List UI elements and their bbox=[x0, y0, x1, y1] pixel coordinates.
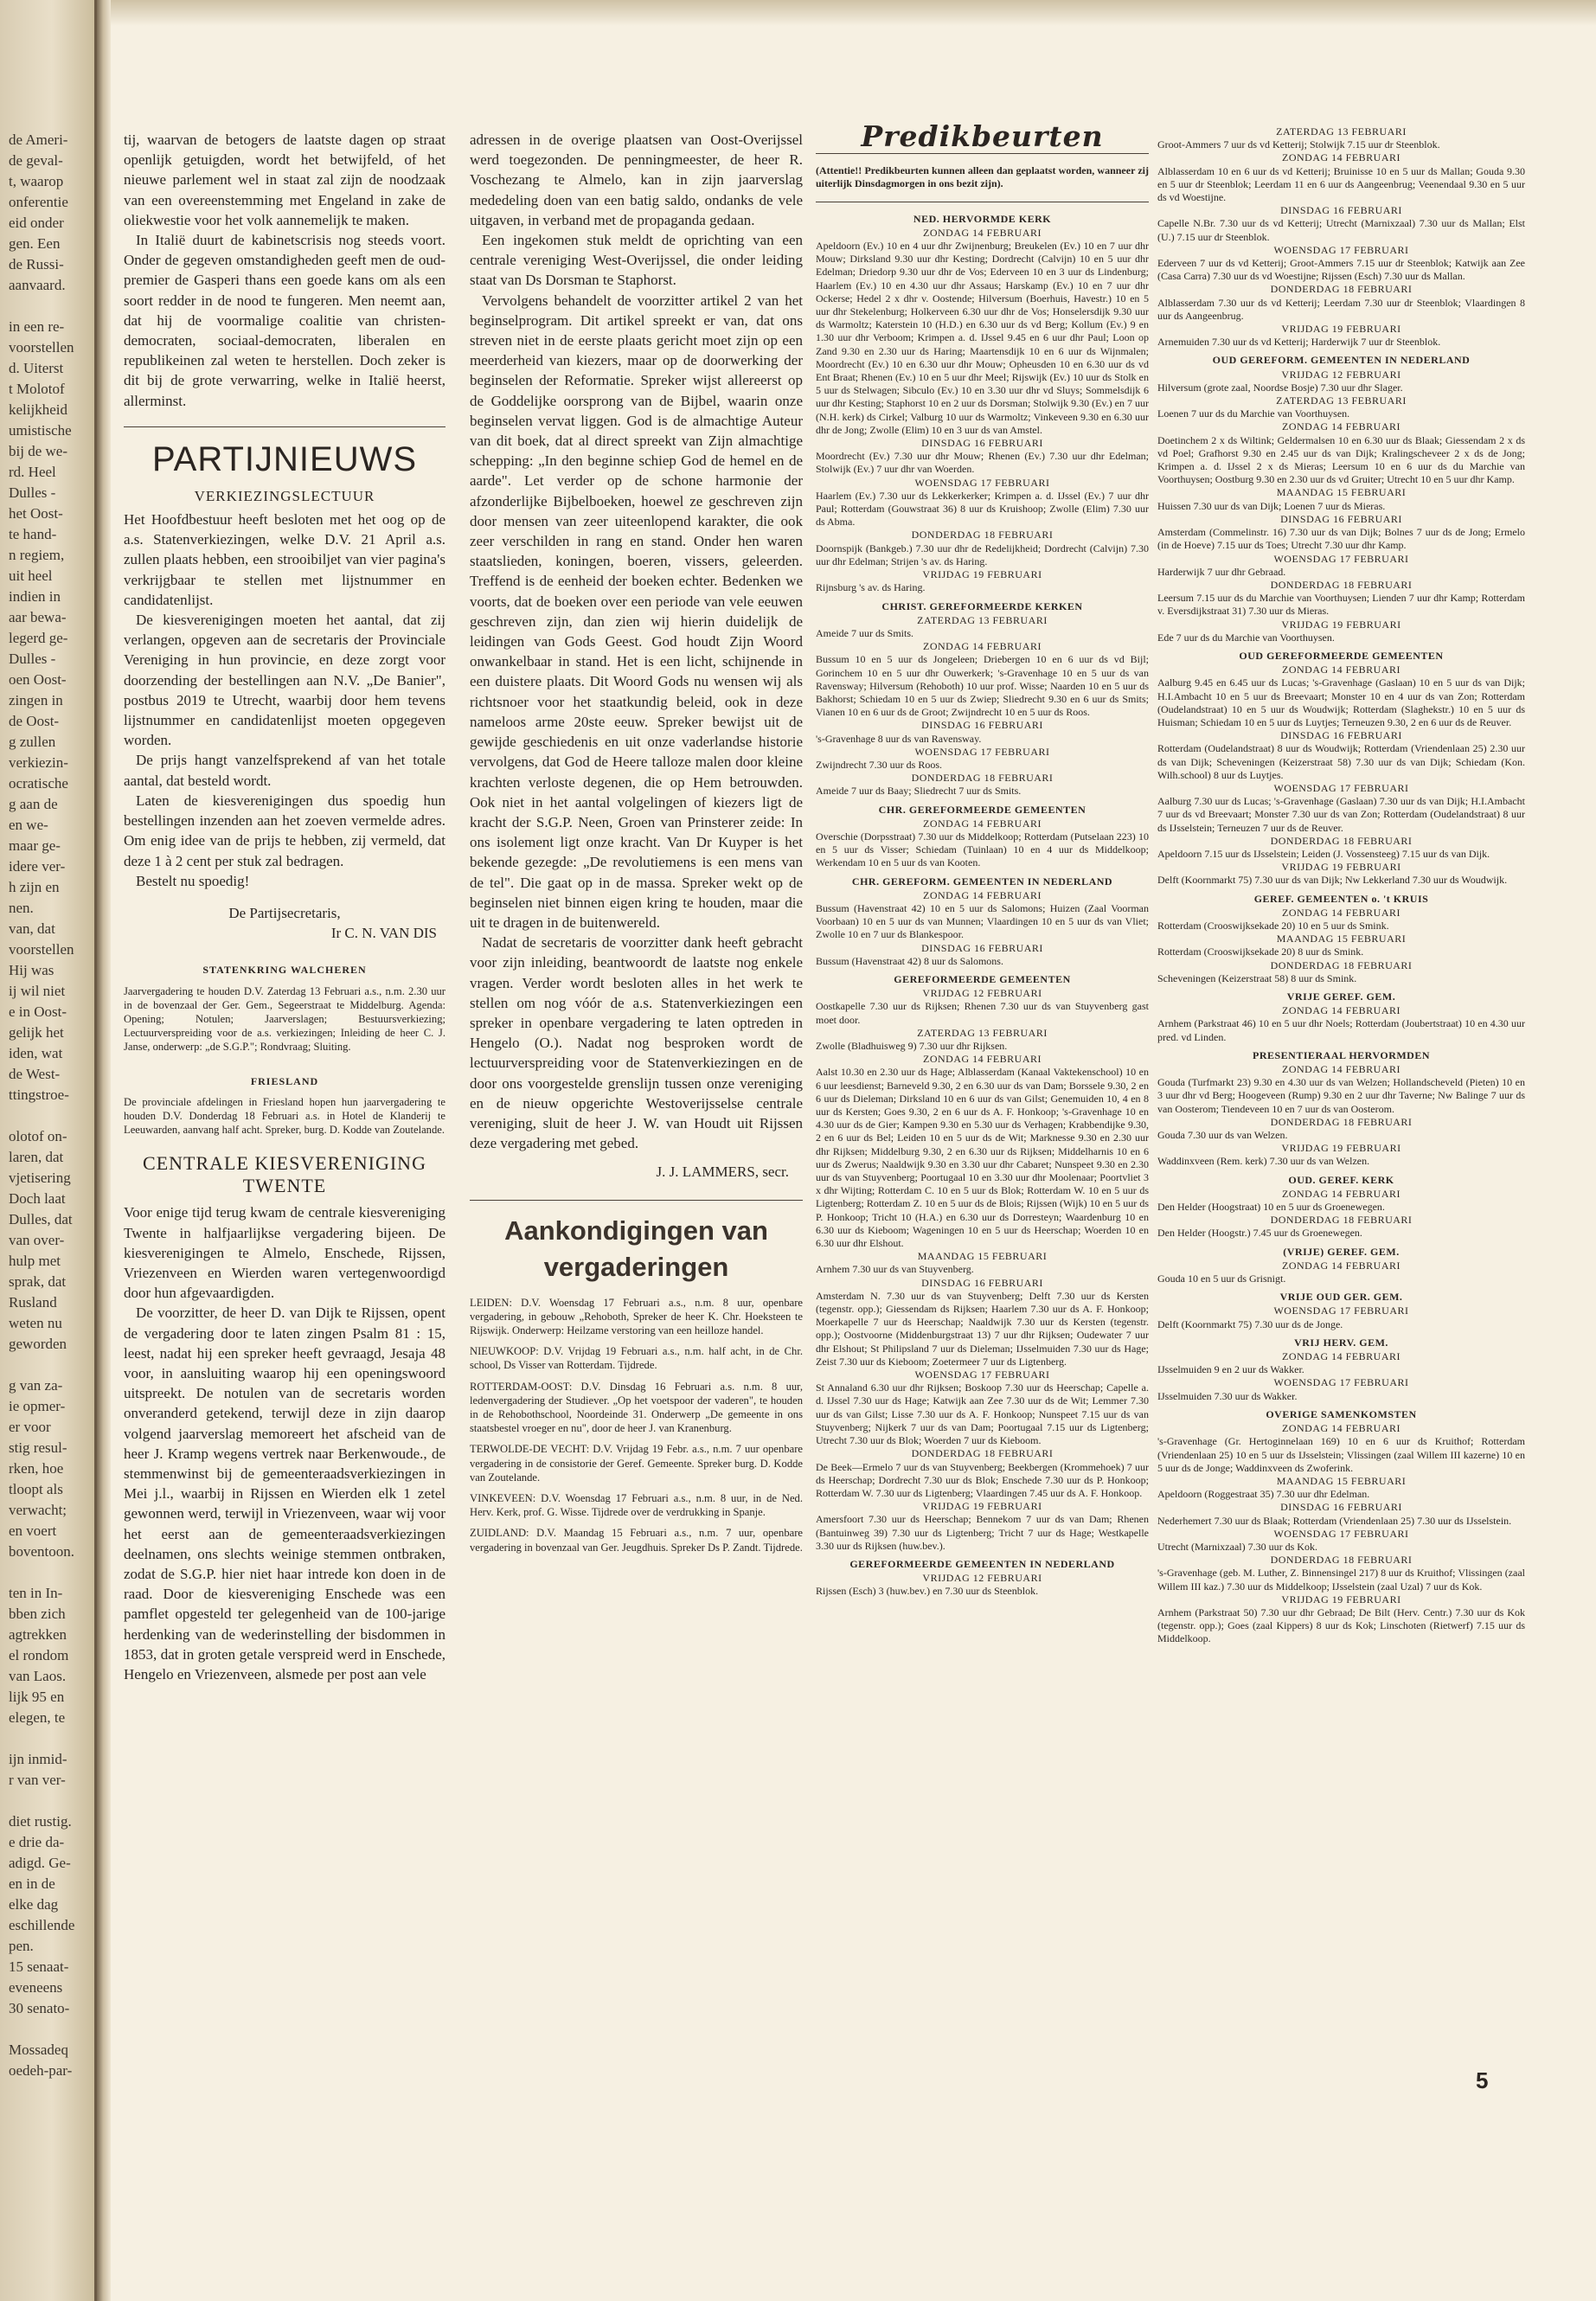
service-listing: Doornspijk (Bankgeb.) 7.30 uur dhr de Redelijkheid; Dordrecht (Calvijn) 7.30 uur dhr Edelman; Strijen 's av. ds Haring. bbox=[816, 542, 1149, 567]
fragment-line: e drie da- bbox=[9, 1834, 65, 1850]
fragment-line bbox=[9, 1791, 93, 1811]
facing-page-fragments bbox=[0, 0, 94, 2081]
day-heading: MAANDAG 15 FEBRUARI bbox=[1276, 1474, 1407, 1487]
service-listing: St Annaland 6.30 uur dhr Rijksen; Boskoop 7.30 uur ds Heerschap; Capelle a. d. IJssel 7.30 uur ds Hage; Katwijk aan Zee 7.30 uur ds de Wit; Lemmer 7.30 uur ds van Gilst; Lisse 7.30 uur ds A. F. Honkoop; Nunspeet 7.15 uur ds van Stuyvenberg; Nijkerk 7 uur ds van Dam; Poortugaal 7.15 uur ds Ligtenberg; Utrecht 7.30 uur ds Blok; Woerden 7 uur ds Kieboom. bbox=[816, 1381, 1149, 1447]
fragment-line: nen. bbox=[9, 900, 34, 916]
fragment-line: vjetisering bbox=[9, 1170, 71, 1186]
service-listing: Gouda 7.30 uur ds van Welzen. bbox=[1157, 1129, 1288, 1142]
fragment-line: eveneens bbox=[9, 1979, 63, 1996]
signature-name: Ir C. N. VAN DIS bbox=[330, 925, 437, 942]
fragment-line: laren, dat bbox=[9, 1149, 64, 1165]
fragment-line: ten in In- bbox=[9, 1585, 63, 1601]
service-listing: Aalst 10.30 en 2.30 uur ds Hage; Alblasserdam (Kanaal Vaktekenschool) 10 en 6 uur leesdienst; Barneveld 9.30, 2 en 6.30 uur ds van Dam; Borssele 9.30, 2 en 6 uur ds Dieleman; Dirksland 10 en 6 uur ds van Gilst; Genemuiden 10, 4 en 8 uur ds Kersten; Goes 9.30, 2 en 6 uur ds A. F. Honkoop; 's-Gravenhage 10 en 4.30 uur ds de Gier; Kampen 9.30 en 5.30 uur ds Verhagen; Krabbendijke 9.30, 2 en 6 uur ds Bel; Leiden 10 en 5 uur ds de Wit; Marknesse 9.30 en 2.30 uur dhr Rijksen; Middelburg 9.30, 2 en 6.30 uur ds Rijksen; Middelharnis 10 en 6 uur ds Zwerus; Naaldwijk 9.30 en 3.30 uur dhr Cabaret; Nunspeet 9.30 en 2.30 uur ds van Stuyvenberg; Poortugaal 10 en 3.30 uur dhr Moolenaar; Poortvliet 3 x dhr Wijting; Rotterdam C. 10 en 5 uur ds Blok; Rotterdam W. 10 en 5 uur ds Ligtenberg; Rotterdam Z. 10 en 5 uur ds de Blois; Rijssen (Wijk) 10 en 5 uur ds P. Honkoop; Tricht 10 (H.A.) en 6.30 uur ds Dorresteyn; Waardenburg 10 en 6.30 uur ds Kieboom; Wageningen 10 en 5 uur ds Heerschap; Woerden 10 en 6.30 uur dhr Elshout. bbox=[816, 1066, 1149, 1250]
day-heading: ZONDAG 14 FEBRUARI bbox=[922, 1053, 1042, 1066]
article-continuation: tij, waarvan de betogers de laatste dagen op straat openlijk getuigden, wordt het betwijfeld, of het nieuwe parlement wel in staat zal zijn de noodzaak van een overeenstemming met Engeland in zake de oliekwestie voor het volk aannemelijk te maken. bbox=[124, 131, 445, 228]
day-heading: DINSDAG 16 FEBRUARI bbox=[1280, 204, 1402, 217]
service-listing: Zwijndrecht 7.30 uur ds Roos. bbox=[816, 758, 942, 771]
announcement-item: LEIDEN: D.V. Woensdag 17 Februari a.s., n.m. 8 uur, openbare vergadering, in gebouw „Rehoboth, Spreker de heer K. Chr. Hoeksteen te Rijswijk. Onderwerp: Heilzame verstoring van een heilloze handel. bbox=[470, 1296, 803, 1336]
fragment-line: kelijkheid bbox=[9, 401, 67, 418]
service-listing: Delft (Koornmarkt 75) 7.30 uur ds de Jonge. bbox=[1157, 1317, 1343, 1330]
day-heading: DINSDAG 16 FEBRUARI bbox=[921, 437, 1043, 450]
service-listing: Gouda 10 en 5 uur ds Grisnigt. bbox=[1157, 1272, 1286, 1285]
church-heading: CHRIST. GEREFORMEERDE KERKEN bbox=[881, 599, 1083, 612]
paragraph: Voor enige tijd terug kwam de centrale kiesvereniging Twente in halfjaarlijkse vergadering bijeen. De kiesverenigingen te Almelo, Enschede, Rijssen, Vriezenveen en Wierden waren vertegenwoordigd door hun afgevaardigden. bbox=[124, 1204, 445, 1302]
service-listing: Ameide 7 uur ds Baay; Sliedrecht 7 uur ds Smits. bbox=[816, 785, 1022, 798]
day-heading: ZONDAG 14 FEBRUARI bbox=[1281, 1004, 1401, 1017]
fragment-line: e in Oost- bbox=[9, 1003, 67, 1020]
day-heading: ZONDAG 14 FEBRUARI bbox=[1281, 1259, 1401, 1272]
service-listing: Bussum (Havenstraat 42) 8 uur ds Salomons. bbox=[816, 954, 1003, 967]
day-heading: WOENSDAG 17 FEBRUARI bbox=[1273, 1527, 1409, 1540]
fragment-line: eid onder bbox=[9, 215, 64, 231]
fragment-line: el rondom bbox=[9, 1647, 69, 1663]
announcement-list bbox=[470, 1296, 803, 1554]
service-listing: Arnhem (Parkstraat 46) 10 en 5 uur dhr Noels; Rotterdam (Joubertstraat) 10 en 4.30 uur pred. vd Linden. bbox=[1157, 1017, 1525, 1043]
service-listing: Utrecht (Marnixzaal) 7.30 uur ds Kok. bbox=[1157, 1540, 1317, 1553]
fragment-line: de Russi- bbox=[9, 256, 64, 272]
day-heading: MAANDAG 15 FEBRUARI bbox=[917, 1250, 1048, 1263]
fragment-line: ie opmer- bbox=[9, 1398, 66, 1414]
service-listing: Rijssen (Esch) 3 (huw.bev.) en 7.30 uur ds Steenblok. bbox=[816, 1585, 1039, 1598]
day-heading: VRIJDAG 19 FEBRUARI bbox=[1281, 323, 1401, 336]
fragment-line: adigd. Ge- bbox=[9, 1855, 71, 1871]
fragment-line: en voert bbox=[9, 1522, 57, 1539]
fragment-line: in een re- bbox=[9, 318, 65, 335]
church-heading: OUD GEREFORM. GEMEENTEN IN NEDERLAND bbox=[1212, 354, 1471, 367]
service-listing: Scheveningen (Keizerstraat 58) 8 uur ds Smink. bbox=[1157, 971, 1357, 984]
fragment-line bbox=[9, 1728, 93, 1749]
service-listing: 's-Gravenhage 8 uur ds van Ravensway. bbox=[816, 732, 982, 745]
fragment-line: umistische bbox=[9, 422, 72, 439]
fragment-line: boventoon. bbox=[9, 1543, 75, 1560]
service-listing: Aalburg 7.30 uur ds Lucas; 's-Gravenhage (Gaslaan) 7.30 uur ds van Dijk; H.I.Ambacht 7 uur ds vd Breevaart; Monster 7.30 uur ds van Zon; Rotterdam (Oudelandstraat) 8 uur ds IJsselstein; Terneuzen 7 uur ds de Reuver. bbox=[1157, 795, 1525, 834]
fragment-line: verwacht; bbox=[9, 1502, 67, 1518]
paragraph: Het Hoofdbestuur heeft besloten met het oog op de a.s. Statenverkiezingen, welke D.V. 21 April a.s. zullen plaats hebben, een strooibiljet van vier pagina's verkrijgbaar te stellen met lijstnummer en candidatenlijst. bbox=[124, 511, 445, 608]
day-heading: VRIJDAG 12 FEBRUARI bbox=[922, 987, 1042, 1000]
day-heading: ZONDAG 14 FEBRUARI bbox=[1281, 1350, 1401, 1363]
service-listing: Nederhemert 7.30 uur ds Blaak; Rotterdam (Vriendenlaan 25) 7.30 uur ds IJsselstein. bbox=[1157, 1514, 1512, 1527]
day-heading: VRIJDAG 19 FEBRUARI bbox=[1281, 1142, 1401, 1155]
facing-page-left bbox=[0, 0, 97, 2301]
service-listing: Huissen 7.30 uur ds van Dijk; Loenen 7 uur ds Mieras. bbox=[1157, 499, 1386, 512]
service-listing: Apeldoorn (Roggestraat 35) 7.30 uur dhr Edelman. bbox=[1157, 1488, 1370, 1501]
church-heading: PRESENTIERAAL HERVORMDEN bbox=[1252, 1048, 1431, 1061]
fragment-line: rd. Heel bbox=[9, 464, 56, 480]
church-heading: CHR. GEREFORMEERDE GEMEENTEN bbox=[878, 803, 1086, 816]
section-title-aankondigingen: Aankondigingen van vergaderingen bbox=[504, 1215, 768, 1282]
fragment-line: iden, wat bbox=[9, 1045, 63, 1061]
church-heading: CHR. GEREFORM. GEMEENTEN IN NEDERLAND bbox=[851, 875, 1113, 888]
section-title-twente: CENTRALE KIESVERENIGING TWENTE bbox=[143, 1152, 426, 1197]
column-4 bbox=[1157, 125, 1525, 1646]
day-heading: DINSDAG 16 FEBRUARI bbox=[1280, 1501, 1402, 1514]
announcement-item: NIEUWKOOP: D.V. Vrijdag 19 Februari a.s., n.m. half acht, in de Chr. school, Ds Visser van Rotterdam. Tijdrede. bbox=[470, 1345, 803, 1372]
day-heading: WOENSDAG 17 FEBRUARI bbox=[1273, 243, 1409, 256]
fragment-line: gen. Een bbox=[9, 235, 61, 252]
day-heading: VRIJDAG 19 FEBRUARI bbox=[1281, 1593, 1401, 1606]
day-heading: ZONDAG 14 FEBRUARI bbox=[1281, 1422, 1401, 1435]
day-heading: DONDERDAG 18 FEBRUARI bbox=[911, 529, 1054, 542]
day-heading: DONDERDAG 18 FEBRUARI bbox=[1270, 1214, 1413, 1227]
service-listing: Harderwijk 7 uur dhr Gebraad. bbox=[1157, 565, 1286, 578]
fragment-line: ij wil niet bbox=[9, 983, 66, 999]
signature-secretary: J. J. LAMMERS, secr. bbox=[656, 1163, 789, 1181]
fragment-line: diet rustig. bbox=[9, 1813, 72, 1830]
service-listing: Ameide 7 uur ds Smits. bbox=[816, 626, 913, 639]
book-gutter bbox=[97, 0, 111, 2301]
day-heading: WOENSDAG 17 FEBRUARI bbox=[1273, 1376, 1409, 1389]
fragment-line: elegen, te bbox=[9, 1709, 66, 1726]
service-listing: Alblasserdam 10 en 6 uur ds vd Ketterij; Bruinisse 10 en 5 uur ds Mallan; Gouda 9.30 en 5 uur dr Steenblok; Leerdam 11 en 6 uur ds Aangeenbrug; Veenendaal 9.30 en 5 uur ds vd Woestijne. bbox=[1157, 164, 1525, 204]
fragment-line: g aan de bbox=[9, 796, 58, 812]
fragment-line: het Oost- bbox=[9, 505, 63, 522]
fragment-line: maar ge- bbox=[9, 837, 61, 854]
service-listing: Apeldoorn (Ev.) 10 en 4 uur dhr Zwijnenburg; Breukelen (Ev.) 10 en 7 uur dhr Mouw; Dirksland 9.30 uur dhr Kesting; Dordrecht (Calvijn) 10 en 5 uur dhr Edelman; Driedorp 9.30 uur dhr de Vos; Ederveen 10 en 3 uur ds Lindenburg; Haarlem (Ev.) 10 en 4.30 uur dhr Assaus; Harskamp (Ev.) 10 en 7 uur dhr Ockerse; Hedel 2 x dhr v. Oostende; Hilversum (Boerhuis, Havestr.) 10 en 5 uur dhr Stekelenburg; Holkerveen 6.30 uur dhr de Vos; Honselersdijk 9.30 uur ds Warmoltz; Katerstein 10 (H.D.) en 6.30 uur ds vd Berg; Kollum (Ev.) 9 en 1.30 uur dhr Verboom; Krimpen a. d. IJssel 9.45 en 6 uur dhr Paul; Loon op Zand 9.30 en 2.30 uur ds Haring; Maartensdijk 10 en 6 uur ds Wijnmalen; Moordrecht (Ev.) 10 en 6.30 uur dhr Mouw; Opheusden 10 en 6.30 uur ds vd Ent Braat; Rhenen (Ev.) 10 en 5 uur dhr Meel; Rijswijk (Ev.) 10 uur ds Stolk en 5 uur ds Stelwagen; Sibculo (Ev.) 10 en 3.30 uur dhr vd Sluys; Sommelsdijk 6 uur dhr Kesting; Staphorst 10 en 2 uur ds Dorsman; Stolwijk 9.30 (Ev.) en 7 uur (N.H. kerk) ds Cirkel; Valburg 10 uur ds Warmoltz; Vinkeveen 9.30 en 6.30 uur dhr de Jong; Zwolle (Elim) 10 en 3 uur ds van Amstel. bbox=[816, 240, 1149, 436]
announcement-item: VINKEVEEN: D.V. Woensdag 17 Februari a.s., n.m. 8 uur, in de Ned. Herv. Kerk, prof. G. Wisse. Tijdrede over de verdrukking in Spanje. bbox=[470, 1492, 803, 1519]
service-listing: Bussum 10 en 5 uur ds Jongeleen; Driebergen 10 en 6 uur ds vd Bijl; Gorinchem 10 en 5 uur dhr Ouwerkerk; 's-Gravenhage 10 en 5 uur ds van Ravensway; Hilversum (Rehoboth) 10 uur prof. Wisse; Naarden 10 en 5 uur ds Bakhorst; Schiedam 10 en 5 uur ds Zwiep; Sliedrecht 9.30 en 6 uur ds Smits; Vianen 10 en 6 uur ds de Groot; Zwijndrecht 10 en 5 uur ds Roos. bbox=[816, 653, 1149, 719]
article-italy: In Italië duurt de kabinetscrisis nog steeds voort. Onder de gegeven omstandigheden geeft men de oud-premier de Gasperi thans een goede kans om als een soort redder in de nood te fungeren. Men neemt aan, dat hij de voormalige coalitie van christen-democraten, sociaal-democraten, liberalen en republikeinen zal weten te herstellen. Doch zeker is dit bij de grote verwarring, welke in Italië heerst, allerminst. bbox=[124, 232, 445, 409]
fragment-line: tloopt als bbox=[9, 1481, 63, 1497]
day-heading: DINSDAG 16 FEBRUARI bbox=[921, 1276, 1043, 1289]
column-3 bbox=[816, 119, 1149, 1599]
paragraph: Bestelt nu spoedig! bbox=[136, 872, 250, 889]
service-listing: Amersfoort 7.30 uur ds Heerschap; Bennekom 7 uur ds van Dam; Rhenen (Bantuinweg 39) 7.30 uur ds Ligtenberg; Tricht 7 uur ds Hage; Westkapelle 3.30 uur ds Rijksen (huw.bev.). bbox=[816, 1513, 1149, 1552]
day-heading: MAANDAG 15 FEBRUARI bbox=[1276, 933, 1407, 945]
service-listing: Ederveen 7 uur ds vd Ketterij; Groot-Ammers 7.15 uur dr Steenblok; Katwijk aan Zee (Casa Carra) 7.30 uur ds vd Woestijne; Rijssen (Esch) 7.30 uur ds Mallan. bbox=[1157, 257, 1525, 283]
fragment-line bbox=[9, 2019, 93, 2040]
divider bbox=[124, 426, 445, 427]
service-listing: Doetinchem 2 x ds Wiltink; Geldermalsen 10 en 6.30 uur ds Blaak; Giessendam 2 x ds vd Poel; Grafhorst 9.30 en 2.45 uur ds van Dijk; Kralingscheveer 2 x ds de Jong; Krimpen a. d. IJssel 2 x ds Mieras; Leersum 10 en 6 uur ds du Marchie van Voorthuysen; Oostburg 9.30 en 2.30 uur ds vd Gruiter; Utrecht 10 en 5 uur dhr Kamp. bbox=[1157, 433, 1525, 486]
day-heading: DONDERDAG 18 FEBRUARI bbox=[1270, 578, 1413, 591]
day-heading: DONDERDAG 18 FEBRUARI bbox=[1270, 834, 1413, 847]
service-listing: Overschie (Dorpsstraat) 7.30 uur ds Middelkoop; Rotterdam (Putselaan 223) 10 en 5 uur ds Visser; Schiedam (Tuinlaan) 10 en 4 uur ds Middelkoop; Werkendam 10 en 5 uur ds van Kooten. bbox=[816, 830, 1149, 869]
day-heading: DINSDAG 16 FEBRUARI bbox=[921, 941, 1043, 954]
day-heading: WOENSDAG 17 FEBRUARI bbox=[1273, 552, 1409, 565]
fragment-line: onferentie bbox=[9, 194, 68, 210]
paragraph: De kiesverenigingen moeten het aantal, dat zij verlangen, opgeven aan de secretaris der Provinciale Vereniging in hun provincie, en deze zorgt voor doorzending der bestellingen aan N.V. „De Banier", postbus 2019 te Utrecht, waarbij door hem tevens lijstnummer en candidatenlijst moeten opgegeven worden. bbox=[124, 612, 445, 749]
newspaper-page bbox=[111, 0, 1596, 2301]
service-listing: Rotterdam (Oudelandstraat) 8 uur ds Woudwijk; Rotterdam (Vriendenlaan 25) 2.30 uur ds van Dijk; Scheveningen (Keizerstraat 58) 7.30 uur ds van Dijk; Schiedam (Kon. Wilh.school) 8 uur ds Luytjes. bbox=[1157, 742, 1525, 781]
fragment-line: ttingstroe- bbox=[9, 1086, 69, 1103]
service-listing: 's-Gravenhage (geb. M. Luther, Z. Binnensingel 217) 8 uur ds Kruithof; Vlissingen (zaal Willem III kaz.) 7.30 uur ds Middelkoop; IJsselstein (zaal Uzal) 7 uur ds Kok. bbox=[1157, 1567, 1525, 1593]
service-listing: Bussum (Havenstraat 42) 10 en 5 uur ds Salomons; Huizen (Zaal Voorman Voorbaan) 10 en 5 uur ds van Munnen; Vlaardingen 10 en 5 uur ds van Vliet; Zwolle 10 en 7 uur ds Blankespoor. bbox=[816, 901, 1149, 941]
service-listing: Apeldoorn 7.15 uur ds IJsselstein; Leiden (J. Vossensteeg) 7.15 uur ds van Dijk. bbox=[1157, 847, 1490, 860]
service-listing: Rijnsburg 's av. ds Haring. bbox=[816, 581, 926, 594]
service-listing: Oostkapelle 7.30 uur ds Rijksen; Rhenen 7.30 uur ds van Stuyvenberg gast moet door. bbox=[816, 1000, 1149, 1026]
fragment-line: oen Oost- bbox=[9, 671, 67, 688]
day-heading: ZATERDAG 13 FEBRUARI bbox=[1276, 125, 1407, 138]
service-listing: Arnhem 7.30 uur ds van Stuyvenberg. bbox=[816, 1263, 974, 1276]
fragment-line: r van ver- bbox=[9, 1772, 66, 1788]
day-heading: ZONDAG 14 FEBRUARI bbox=[922, 226, 1042, 239]
service-listing: Aalburg 9.45 en 6.45 uur ds Lucas; 's-Gravenhage (Gaslaan) 10 en 5 uur ds van Dijk; H.I.Ambacht 10 en 5 uur ds Breevaart; Monster 10 en 4 uur ds van Zon; Rotterdam (Oudelandstraat) 10 en 5 uur ds Woudwijk; Rotterdam (Slaghekstr.) 10 en 5 uur ds Huisman; Schiedam 10 en 5 uur ds Luytjes; Terneuzen 9.30, 2 en 6 uur ds de Reuver. bbox=[1157, 676, 1525, 728]
fragment-line: ijn inmid- bbox=[9, 1751, 67, 1767]
paragraph: Laten de kiesverenigingen dus spoedig hun bestellingen inzenden aan het zoeven vermelde adres. Om enig idee van de prijs te hebben, zij vermeld, dat deze 1 à 2 cent per stuk zal bedragen. bbox=[124, 792, 445, 869]
day-heading: VRIJDAG 12 FEBRUARI bbox=[922, 1572, 1042, 1585]
fragment-line: bij de we- bbox=[9, 443, 67, 459]
day-heading: DONDERDAG 18 FEBRUARI bbox=[1270, 1115, 1413, 1128]
fragment-line bbox=[9, 1355, 93, 1375]
fragment-line: gelijk het bbox=[9, 1024, 64, 1041]
fragment-line: weten nu bbox=[9, 1315, 62, 1331]
fragment-line: pen. bbox=[9, 1938, 34, 1954]
fragment-line: olotof on- bbox=[9, 1128, 67, 1144]
fragment-line: h zijn en bbox=[9, 879, 60, 895]
fragment-line: van over- bbox=[9, 1232, 65, 1248]
day-heading: WOENSDAG 17 FEBRUARI bbox=[1273, 1304, 1409, 1317]
notice-title-walcheren: STATENKRING WALCHEREN bbox=[202, 964, 367, 977]
predikbeurten-list-2 bbox=[1157, 125, 1525, 1646]
fragment-line: Dulles - bbox=[9, 651, 56, 667]
day-heading: DONDERDAG 18 FEBRUARI bbox=[1270, 958, 1413, 971]
fragment-line: aar bewa- bbox=[9, 609, 67, 625]
subheading-verkiezingslectuur: VERKIEZINGSLECTUUR bbox=[194, 487, 375, 504]
service-listing: Zwolle (Bladhuisweg 9) 7.30 uur dhr Rijksen. bbox=[816, 1040, 1008, 1052]
service-listing: Loenen 7 uur ds du Marchie van Voorthuysen. bbox=[1157, 407, 1350, 420]
fragment-line: idere ver- bbox=[9, 858, 66, 875]
fragment-line: agtrekken bbox=[9, 1626, 67, 1643]
day-heading: VRIJDAG 19 FEBRUARI bbox=[1281, 618, 1401, 631]
fragment-line: te hand- bbox=[9, 526, 57, 542]
service-listing: 's-Gravenhage (Gr. Hertoginnelaan 169) 10 en 6 uur ds Kruithof; Rotterdam (Vriendenlaan 25) 10 en 5 uur ds IJsselstein; Vlissingen (zaal Willem III kazerne) 10 en 5 uur ds de Jonge; Waddinxveen ds Zwoferink. bbox=[1157, 1435, 1525, 1474]
predikbeurten-note: (Attentie!! Predikbeurten kunnen alleen dan geplaatst worden, wanneer zij uiterlijk Dinsdagmorgen in ons bezit zijn). bbox=[816, 164, 1149, 190]
church-heading: VRIJE GEREF. GEM. bbox=[1286, 990, 1396, 1003]
service-listing: Groot-Ammers 7 uur ds vd Ketterij; Stolwijk 7.15 uur dr Steenblok. bbox=[1157, 138, 1440, 151]
service-listing: Ede 7 uur ds du Marchie van Voorthuysen. bbox=[1157, 631, 1335, 644]
fragment-line: n regiem, bbox=[9, 547, 65, 563]
church-heading: OUD GEREFORMEERDE GEMEENTEN bbox=[1239, 649, 1444, 662]
fragment-line: rken, hoe bbox=[9, 1460, 64, 1477]
day-heading: DONDERDAG 18 FEBRUARI bbox=[911, 772, 1054, 785]
church-heading: VRIJE OUD GER. GEM. bbox=[1279, 1291, 1403, 1304]
announcement-item: ZUIDLAND: D.V. Maandag 15 Februari a.s., n.m. 7 uur, openbare vergadering in bovenzaal van Ger. Jeugdhuis. Spreker Ds P. Zandt. Tijdrede. bbox=[470, 1527, 803, 1554]
paragraph: adressen in de overige plaatsen van Oost-Overijssel werd toegezonden. De penningmeester, de heer R. Voschezang te Almelo, kan in zijn jaarverslag mededeling doen van een batig saldo, ondanks de vele uitgaven, in verband met de propaganda gedaan. bbox=[470, 131, 803, 228]
fragment-line: Hij was bbox=[9, 962, 54, 978]
fragment-line: er voor bbox=[9, 1419, 51, 1435]
service-listing: Delft (Koornmarkt 75) 7.30 uur ds van Dijk; Nw Lekkerland 7.30 uur ds Woudwijk. bbox=[1157, 874, 1508, 887]
fragment-line: t, waarop bbox=[9, 173, 64, 189]
divider bbox=[470, 1200, 803, 1201]
fragment-line: g van za- bbox=[9, 1377, 63, 1394]
church-heading: VRIJ HERV. GEM. bbox=[1294, 1336, 1388, 1349]
church-heading: NED. HERVORMDE KERK bbox=[913, 212, 1052, 225]
service-listing: Den Helder (Hoogstr.) 7.45 uur ds Groenewegen. bbox=[1157, 1227, 1362, 1240]
service-listing: Leersum 7.15 uur ds du Marchie van Voorthuysen; Lienden 7 uur dhr Kamp; Rotterdam v. Eversdijkstraat 31) 7.30 uur ds Mieras. bbox=[1157, 592, 1525, 618]
fragment-line: de geval- bbox=[9, 152, 63, 169]
paragraph: Nadat de secretaris de voorzitter dank heeft gebracht voor zijn inleiding, beantwoordt de laatste nog enkele vragen. Verder wordt besloten alles in het werk te stellen om nog vóór de a.s. Statenverkiezingen een spreker in openbare vergadering te laten optreden in Hengelo (O.). Nadat nog besproken wordt de lectuurverspreiding voor de Statenverkiezingen en de door ons voorgestelde grenslijn tussen onze vereniging en de nieuw opgerichte Westoverijsselse centrale vereniging, sluit de heer J. W. van Houdt uit Rijssen deze vergadering met gebed. bbox=[470, 934, 803, 1152]
church-heading: OVERIGE SAMENKOMSTEN bbox=[1266, 1407, 1417, 1420]
notice-walcheren: Jaarvergadering te houden D.V. Zaterdag 13 Februari a.s., n.m. 2.30 uur in de bovenzaal der Ger. Gem., Segeerstraat te Middelburg. Agenda: Opening; Notulen; Jaarverslagen; Bestuursverkiezing; Lectuurverspreiding voor de a.s. verkiezingen; Inleiding de heer C. J. Janse, onderwerp: „de S.G.P."; Rondvraag; Sluiting. bbox=[124, 984, 445, 1054]
day-heading: DINSDAG 16 FEBRUARI bbox=[921, 719, 1043, 732]
church-heading: (VRIJE) GEREF. GEM. bbox=[1283, 1245, 1400, 1258]
day-heading: WOENSDAG 17 FEBRUARI bbox=[914, 1368, 1050, 1381]
service-listing: Amsterdam (Commelinstr. 16) 7.30 uur ds van Dijk; Bolnes 7 uur ds de Jong; Ermelo (in de Hoeve) 7.15 uur ds Toes; Utrecht 7.30 uur dhr Kamp. bbox=[1157, 526, 1525, 552]
divider bbox=[816, 153, 1149, 154]
notice-title-friesland: FRIESLAND bbox=[250, 1074, 319, 1087]
fragment-line: zingen in bbox=[9, 692, 63, 708]
day-heading: WOENSDAG 17 FEBRUARI bbox=[914, 476, 1050, 489]
fragment-line: indien in bbox=[9, 588, 61, 605]
day-heading: ZATERDAG 13 FEBRUARI bbox=[1276, 394, 1407, 407]
fragment-line: voorstellen bbox=[9, 339, 74, 356]
day-heading: DONDERDAG 18 FEBRUARI bbox=[1270, 1554, 1413, 1567]
day-heading: DONDERDAG 18 FEBRUARI bbox=[911, 1447, 1054, 1460]
page-number: 5 bbox=[1476, 2067, 1489, 2093]
day-heading: ZATERDAG 13 FEBRUARI bbox=[917, 613, 1048, 626]
page-top-edge bbox=[111, 0, 1596, 26]
fragment-line: aanvaard. bbox=[9, 277, 66, 293]
fragment-line: van Laos. bbox=[9, 1668, 67, 1684]
column-2 bbox=[470, 130, 803, 1561]
day-heading: WOENSDAG 17 FEBRUARI bbox=[914, 745, 1050, 758]
section-title-partijnieuws: PARTIJNIEUWS bbox=[151, 439, 418, 478]
service-listing: Rotterdam (Crooswijksekade 20) 10 en 5 uur ds Smink. bbox=[1157, 919, 1389, 932]
fragment-line: ocratische bbox=[9, 775, 68, 792]
announcement-item: ROTTERDAM-OOST: D.V. Dinsdag 16 Februari a.s. n.m. 8 uur, ledenvergadering der Studiever. „Op het voetspoor der vaderen", te houden in de Rehobothschool, Noordeinde 31. Onderwerp „De gemeente in ons staatsbestel vroeger en nu", door de heer J. van Kranenburg. bbox=[470, 1380, 803, 1435]
service-listing: Moordrecht (Ev.) 7.30 uur dhr Mouw; Rhenen (Ev.) 7.30 uur dhr Edelman; Stolwijk (Ev.) 7 uur dhr van Woerden. bbox=[816, 450, 1149, 476]
fragment-line: Dulles, dat bbox=[9, 1211, 73, 1227]
signature-title: De Partijsecretaris, bbox=[228, 904, 341, 921]
fragment-line bbox=[9, 1106, 93, 1126]
day-heading: VRIJDAG 19 FEBRUARI bbox=[922, 1500, 1042, 1513]
day-heading: DINSDAG 16 FEBRUARI bbox=[1280, 729, 1402, 742]
fragment-line: legerd ge- bbox=[9, 630, 68, 646]
fragment-line: hulp met bbox=[9, 1253, 61, 1269]
service-listing: Rotterdam (Crooswijksekade 20) 8 uur ds Smink. bbox=[1157, 945, 1364, 958]
day-heading: VRIJDAG 19 FEBRUARI bbox=[1281, 861, 1401, 874]
day-heading: VRIJDAG 19 FEBRUARI bbox=[922, 568, 1042, 581]
service-listing: Waddinxveen (Rem. kerk) 7.30 uur ds van Welzen. bbox=[1157, 1155, 1370, 1168]
day-heading: ZONDAG 14 FEBRUARI bbox=[1281, 1063, 1401, 1076]
fragment-line: d. Uiterst bbox=[9, 360, 64, 376]
fragment-line: t Molotof bbox=[9, 381, 65, 397]
fragment-line: en we- bbox=[9, 817, 48, 833]
service-listing: Haarlem (Ev.) 7.30 uur ds Lekkerkerker; Krimpen a. d. IJssel (Ev.) 7 uur dhr Paul; Rotterdam (Gouwstraat 36) 8 uur ds Kruishoop; Zwolle (Elim) 7.30 uur ds Abma. bbox=[816, 489, 1149, 529]
notice-friesland: De provinciale afdelingen in Friesland hopen hun jaarvergadering te houden D.V. Donderdag 18 Februari a.s. in Hotel de Klanderij te Leeuwarden, aanvang half acht. Spreker, burg. D. Kodde van Zoutelande. bbox=[124, 1095, 445, 1137]
church-heading: GEREF. GEMEENTEN o. 't KRUIS bbox=[1253, 892, 1429, 905]
announcement-item: TERWOLDE-DE VECHT: D.V. Vrijdag 19 Febr. a.s., n.m. 7 uur openbare vergadering in de consistorie der Geref. Gemeente. Spreker burg. D. Kodde van Zoutelande. bbox=[470, 1443, 803, 1484]
day-heading: ZONDAG 14 FEBRUARI bbox=[1281, 663, 1401, 676]
day-heading: ZONDAG 14 FEBRUARI bbox=[922, 817, 1042, 830]
service-listing: Amsterdam N. 7.30 uur ds van Stuyvenberg; Delft 7.30 uur ds Kersten (tegenstr. opp.); Giessendam ds Rijksen; Haarlem 7.30 uur ds A. F. Honkoop; Moerkapelle 7 uur ds Heerschap; Naaldwijk 7.30 uur ds Kersten (tegenstr. opp.); Oostvoorne (Middenburgstraat 13) 7 uur dhr Rijksen; Oudewater 7 uur dhr Elshout; St Philipsland 7 uur ds Dieleman; IJsselmuiden 7.30 uur ds Hage; Zeist 7.30 uur ds Kieboom; Zoetermeer 7 uur ds Ligtenberg. bbox=[816, 1289, 1149, 1368]
paragraph: De voorzitter, de heer D. van Dijk te Rijssen, opent de vergadering door te laten zingen Psalm 81 : 15, leest, nadat hij een spreker heeft gevraagd, Jesaja 48 voor, in aansluiting waarop hij een openingswoord uitspreekt. De notulen van de secretaris worden onveranderd getekend, terwijl deze in zijn daarop volgend jaarverslag memoreert het afscheid van de heer J. Kramp wegens vertrek naar Berkenwoude., de stemmenwinst bij de gemeenteraadsverkiezingen in Mei j.l., waarbij in Rijssen en Wierden elk 1 zetel gewonnen werd, terwijl in Vriezenveen, waar wij voor het eerst aan de gemeenteraadsverkiezingen deelnamen, ons slechts weinige stemmen ontbraken, zodat de S.G.P. hier niet haar intrede kon doen in de raad. Door de kiesvereniging Enschede was een pamflet opgesteld ter gelegenheid van de 100-jarige herdenking van de wederinstelling der bisdommen in 1853, dat in groten getale verspreid werd in Enschede, Hengelo en Vriezenveen, alsmede per post aan vele bbox=[124, 1304, 445, 1683]
fragment-line: de Oost- bbox=[9, 713, 60, 729]
fragment-line: geworden bbox=[9, 1336, 67, 1352]
fragment-line: elke dag bbox=[9, 1896, 59, 1913]
service-listing: Hilversum (grote zaal, Noordse Bosje) 7.30 uur dhr Slager. bbox=[1157, 381, 1403, 394]
church-heading: OUD. GEREF. KERK bbox=[1288, 1173, 1394, 1186]
day-heading: WOENSDAG 17 FEBRUARI bbox=[1273, 781, 1409, 794]
service-listing: Arnhem (Parkstraat 50) 7.30 uur dhr Gebraad; De Bilt (Herv. Centr.) 7.30 uur ds Kok (tegenstr. opp.); Goes (zaal Kippers) 8 uur ds Kok; Linschoten (Rietwerf) 7.15 uur ds Middelkoop. bbox=[1157, 1606, 1525, 1645]
day-heading: ZONDAG 14 FEBRUARI bbox=[922, 640, 1042, 653]
fragment-line: lijk 95 en bbox=[9, 1689, 65, 1705]
day-heading: ZONDAG 14 FEBRUARI bbox=[1281, 1187, 1401, 1200]
fragment-line: sprak, dat bbox=[9, 1273, 67, 1290]
paragraph: Vervolgens behandelt de voorzitter artikel 2 van het beginselprogram. Dit artikel spreekt er van, dat ons streven niet in de eerste plaats gericht moet zijn op een meerderheid van kiezers, maar op de doorwerking der beginselen der Reformatie. Spreker wijst allereerst op de Goddelijke oorsprong van de Bijbel, waarin onze beginselen vervat liggen. God is de almachtige Auteur van dit boek, dat al direct spreekt van Zijn almachtige schepping: „In den beginne schiep God de hemel en de aarde". Let verder op de schone harmonie der afzonderlijke Bijbelboeken, hoewel ze geschreven zijn door mensen van zeer uiteenlopend karakter, die ook zeer verschilden in rang en stand. Onder hen waren staatslieden, koningen, boeren, vissers, geleerden. Treffend is de eenheid der boeken echter. Bedenken we voorts, dat de boeken over een periode van vele eeuwen geschreven zijn, dan zien wij hierin duidelijk de leidingen van Gods Geest. God houdt Zijn Woord onwankelbaar in stand. Het is een licht, schijnende in een duistere plaats. Dit Woord Gods nu wensen wij als richtsnoer voor het staatkundig beleid, ook in deze nameloos arme 20ste eeuw. Spreker bewijst uit de gewijde geschiedenis en uit onze vaderlandse historie vervolgens, dat God de Heere talloze malen door kleine krachten verloste degenen, die op Hem betrouwden. Ook niet in het aantal volgelingen of kiezers ligt de kracht der S.G.P. Neen, Groen van Prinsterer zeide: In ons isolement ligt onze kracht. Van Dr Kuyper is het bekende gezegde: „De revolutiemens is een mens van de tel". Die gaat op in de massa. Spreker wekt op de beginselen niet binnen eigen kring te houden, maar die uit te dragen in de buitenwereld. bbox=[470, 292, 803, 931]
predikbeurten-list-1 bbox=[816, 213, 1149, 1599]
church-heading: GEREFORMEERDE GEMEENTEN IN NEDERLAND bbox=[849, 1557, 1115, 1570]
fragment-line: stig resul- bbox=[9, 1439, 67, 1456]
service-listing: Den Helder (Hoogstraat) 10 en 5 uur ds Groenewegen. bbox=[1157, 1201, 1385, 1214]
day-heading: ZONDAG 14 FEBRUARI bbox=[1281, 906, 1401, 919]
service-listing: Capelle N.Br. 7.30 uur ds vd Ketterij; Utrecht (Marnixzaal) 7.30 uur ds Mallan; Elst (U.) 7.15 uur dr Steenblok. bbox=[1157, 217, 1525, 243]
fragment-line: de West- bbox=[9, 1066, 61, 1082]
paragraph: Een ingekomen stuk meldt de oprichting van een centrale vereniging West-Overijssel, die onder leiding staat van Ds Dorsman te Staphorst. bbox=[470, 232, 803, 289]
service-listing: De Beek—Ermelo 7 uur ds van Stuyvenberg; Beekbergen (Krommehoek) 7 uur ds Heerschap; Dordrecht 7.30 uur ds Blok; Enschede 7.30 uur ds P. Honkoop; Rotterdam W. 7.30 uur ds Ligtenberg; Vlaardingen 7.45 uur ds A. F. Honkoop. bbox=[816, 1460, 1149, 1499]
fragment-line: Doch laat bbox=[9, 1190, 66, 1207]
day-heading: ZONDAG 14 FEBRUARI bbox=[1281, 151, 1401, 164]
section-title-predikbeurten: Predikbeurten bbox=[861, 119, 1104, 153]
fragment-line: oedeh-par- bbox=[9, 2062, 73, 2079]
fragment-line: Mossadeq bbox=[9, 2041, 68, 2058]
fragment-line: uit heel bbox=[9, 567, 53, 584]
day-heading: ZONDAG 14 FEBRUARI bbox=[922, 888, 1042, 901]
fragment-line: voorstellen bbox=[9, 941, 74, 958]
day-heading: DINSDAG 16 FEBRUARI bbox=[1280, 512, 1402, 525]
paragraph: De prijs hangt vanzelfsprekend af van het totale aantal, dat besteld wordt. bbox=[124, 752, 445, 789]
day-heading: DONDERDAG 18 FEBRUARI bbox=[1270, 283, 1413, 296]
service-listing: Alblasserdam 7.30 uur ds vd Ketterij; Leerdam 7.30 uur dr Steenblok; Vlaardingen 8 uur ds Aangeenbrug. bbox=[1157, 296, 1525, 322]
fragment-line: de Ameri- bbox=[9, 131, 68, 148]
fragment-line: g zullen bbox=[9, 734, 56, 750]
service-listing: Arnemuiden 7.30 uur ds vd Ketterij; Harderwijk 7 uur dr Steenblok. bbox=[1157, 336, 1441, 349]
fragment-line: Dulles - bbox=[9, 484, 56, 501]
fragment-line: 15 senaat- bbox=[9, 1958, 69, 1975]
fragment-line: bben zich bbox=[9, 1606, 66, 1622]
fragment-line: en in de bbox=[9, 1875, 55, 1892]
fragment-line bbox=[9, 296, 93, 317]
day-heading: ZATERDAG 13 FEBRUARI bbox=[917, 1026, 1048, 1039]
church-heading: GEREFORMEERDE GEMEENTEN bbox=[894, 972, 1071, 985]
fragment-line: eschillende bbox=[9, 1917, 75, 1933]
day-heading: VRIJDAG 12 FEBRUARI bbox=[1281, 368, 1401, 381]
fragment-line: 30 senato- bbox=[9, 2000, 70, 2016]
fragment-line: verkiezin- bbox=[9, 754, 68, 771]
service-listing: Gouda (Turfmarkt 23) 9.30 en 4.30 uur ds van Welzen; Hollandscheveld (Pieten) 10 en 3 uur dhr vd Berg; Hoogeveen (Rump) 9.30 en 2 uur dhr Taverne; Nw Balinge 7 uur ds van Oosterom; Tiendeveen 10 en 7 uur ds van Oosterom. bbox=[1157, 1076, 1525, 1115]
fragment-line: van, dat bbox=[9, 920, 55, 937]
service-listing: IJsselmuiden 7.30 uur ds Wakker. bbox=[1157, 1389, 1298, 1402]
fragment-line bbox=[9, 1562, 93, 1583]
service-listing: IJsselmuiden 9 en 2 uur ds Wakker. bbox=[1157, 1363, 1304, 1376]
day-heading: MAANDAG 15 FEBRUARI bbox=[1276, 486, 1407, 499]
day-heading: ZONDAG 14 FEBRUARI bbox=[1281, 420, 1401, 433]
column-1 bbox=[124, 130, 445, 1684]
fragment-line: Rusland bbox=[9, 1294, 57, 1311]
